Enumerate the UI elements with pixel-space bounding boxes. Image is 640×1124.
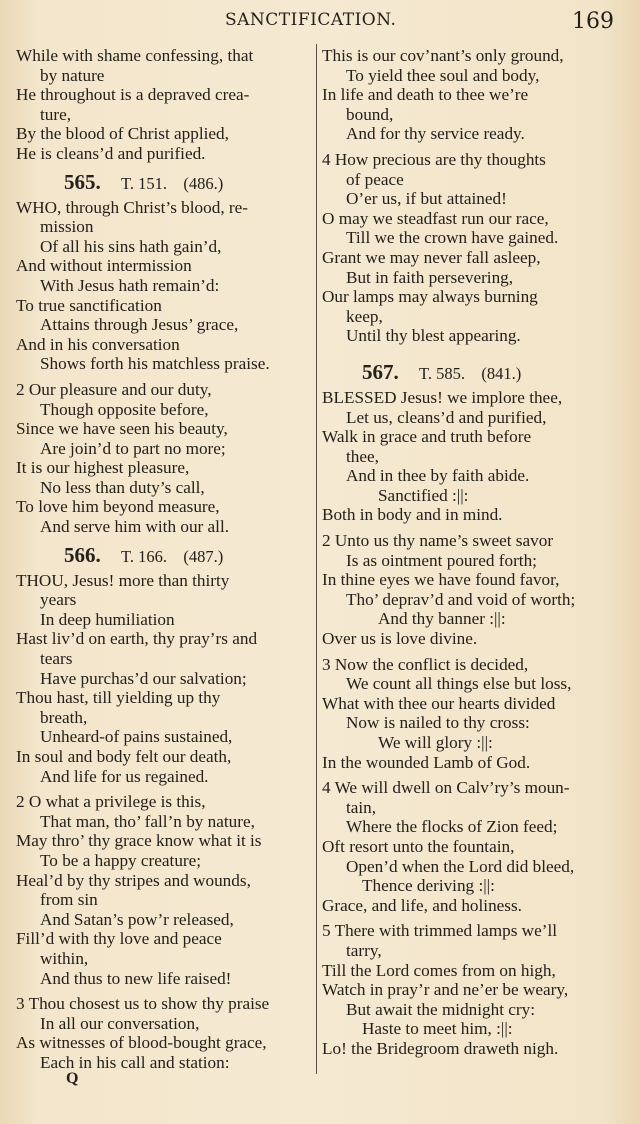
verse-line: And for thy service ready. [346,124,525,144]
verse-line: And in thee by faith abide. [346,466,530,486]
verse-line: THOU, Jesus! more than thirty [16,570,230,590]
left-column [16,46,312,1073]
verse-refrain: Sanctified :||: [378,485,469,505]
verse-line: 2 O what a privilege is this, [16,792,206,812]
verse-refrain: Haste to meet him, :||: [362,1019,513,1039]
page-number: 169 [572,9,614,34]
verse-line: As witnesses of blood-bought grace, [16,1033,267,1053]
hymn-reference: (841.) [481,363,522,383]
verse-line: within, [40,948,89,968]
verse-line: With Jesus hath remain’d: [40,275,220,295]
verse-line: What with thee our hearts divided [322,693,556,713]
verse-line: While with shame confessing, that [16,46,254,65]
verse-line: Where the flocks of Zion feed; [346,817,558,837]
verse-line: Over us is love divine. [322,629,478,649]
verse-line: 3 Now the conflict is decided, [322,654,529,674]
verse-line: Both in body and in mind. [322,505,503,525]
verse-line: by nature [40,65,105,85]
hymn-number: 565. [64,169,101,194]
verse-line: mission [40,217,94,237]
verse-line: breath, [40,707,88,727]
verse-line: To true sanctification [16,295,162,315]
verse-line: 5 There with trimmed lamps we’ll [322,921,558,941]
verse-line: That man, tho’ fall’n by nature, [40,811,255,831]
verse-line: O’er us, if but attained! [346,189,507,209]
hymn-tune: T. 166. [121,546,168,566]
verse-line: Of all his sins hath gain’d, [40,236,222,256]
hymn-tune: T. 585. [419,363,466,383]
verse-line: Lo! the Bridegroom draweth nigh. [322,1038,559,1058]
verse-line: from sin [40,890,98,910]
verse-line: tarry, [346,940,382,960]
verse-line: Heal’d by thy stripes and wounds, [16,870,251,890]
verse-line: In all our conversation, [40,1013,200,1033]
verse-line: We count all things else but loss, [346,674,572,694]
hymn-reference: (486.) [183,173,224,193]
verse-line: In soul and body felt our death, [16,747,232,766]
verse-line: In thine eyes we have found favor, [322,570,560,590]
verse-line: But in faith persevering, [346,267,514,287]
verse-line: Fill’d with thy love and peace [16,929,222,949]
verse-line: tain, [346,797,377,817]
hymn-heading-565 [16,170,312,194]
hymn-reference: (487.) [183,546,224,566]
verse-line: To yield thee soul and body, [346,65,540,85]
verse-line: 2 Our pleasure and our duty, [16,379,212,399]
verse-line: And without intermission [16,256,192,276]
verse-line: Shows forth his matchless praise. [40,354,270,374]
verse-line: Now is nailed to thy cross: [346,713,530,733]
verse-line: And in his conversation [16,334,180,354]
verse-line: thee, [346,446,379,466]
verse-line: This is our cov’nant’s only ground, [322,46,564,65]
verse-line: In life and death to thee we’re [322,85,529,105]
verse-line: To be a happy creature; [40,850,202,870]
verse-line: Though opposite before, [40,399,209,419]
verse-line: To love him beyond measure, [16,497,220,517]
right-column [322,46,618,1059]
verse-line: 2 Unto us thy name’s sweet savor [322,531,554,551]
verse-line: But await the midnight cry: [346,999,536,1019]
verse-line: Let us, cleans’d and purified, [346,407,547,427]
verse-line: 4 We will dwell on Calv’ry’s moun- [322,778,570,798]
verse-line: He is cleans’d and purified. [16,143,206,163]
verse-line: Till the Lord comes from on high, [322,960,556,980]
verse-refrain: We will glory :||: [378,733,493,752]
verse-line: Each in his call and station: [40,1052,230,1072]
verse-line: By the blood of Christ applied, [16,124,229,144]
verse-line: tears [40,649,73,669]
verse-line: And serve him with our all. [40,517,230,537]
hymn-tune: T. 151. [121,173,168,193]
verse-line: In the wounded Lamb of God. [322,752,531,772]
verse-refrain: Thence deriving :||: [362,876,495,896]
verse-line: May thro’ thy grace know what it is [16,831,262,851]
verse-line: No less than duty’s call, [40,477,205,497]
verse-line: Open’d when the Lord did bleed, [346,856,575,876]
verse-line: Grace, and life, and holiness. [322,895,522,915]
verse-line: In deep humiliation [40,609,175,629]
verse-line: Our lamps may always burning [322,287,538,307]
verse-refrain: And thy banner :||: [378,609,506,629]
running-head [0,4,640,34]
verse-line: Thou hast, till yielding up thy [16,688,221,708]
verse-line: Are join’d to part no more; [40,438,226,458]
verse-line: keep, [346,306,383,326]
verse-line: 4 How precious are thy thoughts [322,149,546,169]
verse-line: O may we steadfast run our race, [322,208,549,228]
verse-line: Walk in grace and truth before [322,427,532,447]
verse-line: And Satan’s pow’r released, [40,909,234,929]
verse-line: 3 Thou chosest us to show thy praise [16,994,270,1014]
verse-line: bound, [346,104,394,124]
verse-line: Until thy blest appearing. [346,326,521,346]
verse-line: Tho’ deprav’d and void of worth; [346,589,576,609]
verse-line: He throughout is a depraved crea- [16,85,250,105]
verse-line: Is as ointment poured forth; [346,550,537,570]
verse-line: BLESSED Jesus! we implore thee, [322,387,563,407]
verse-line: It is our highest pleasure, [16,458,190,478]
verse-line: Since we have seen his beauty, [16,419,228,439]
column-divider [316,44,317,1074]
verse-line: Have purchas’d our salvation; [40,668,247,688]
verse-line: of peace [346,169,404,189]
verse-line: Hast liv’d on earth, thy pray’rs and [16,629,258,649]
hymn-heading-567 [322,360,618,384]
verse-line: Till we the crown have gained. [346,228,559,248]
verse-line: Watch in pray’r and ne’er be weary, [322,980,569,1000]
verse-line: Attains through Jesus’ grace, [40,315,239,335]
section-title: SANCTIFICATION. [225,10,397,30]
verse-line: Grant we may never fall asleep, [322,247,541,267]
verse-line: Unheard-of pains sustained, [40,727,233,747]
hymn-heading-566 [16,543,312,567]
verse-line: years [40,590,77,610]
hymn-number: 567. [362,359,399,384]
verse-line: WHO, through Christ’s blood, re- [16,197,249,217]
verse-line: Oft resort unto the fountain, [322,836,515,856]
verse-line: And thus to new life raised! [40,968,232,988]
verse-line: ture, [40,104,72,124]
verse-line: And life for us regained. [40,766,209,786]
signature-mark: Q [66,1070,79,1087]
hymn-number: 566. [64,542,101,567]
